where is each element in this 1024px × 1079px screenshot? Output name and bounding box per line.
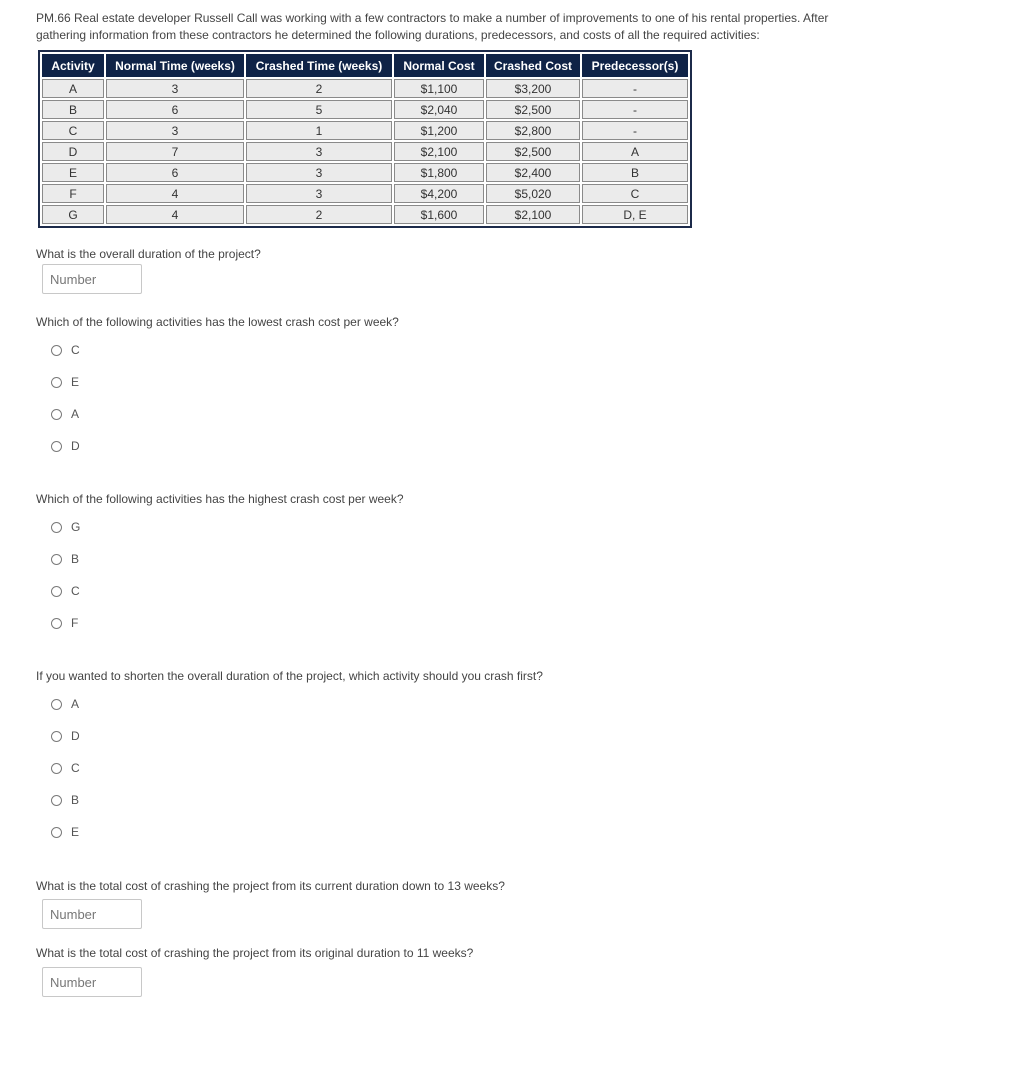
cell-activity: D (42, 142, 104, 161)
cell-crashed-time: 3 (246, 163, 392, 182)
cell-activity: A (42, 79, 104, 98)
cell-crashed-cost: $2,500 (486, 100, 580, 119)
cell-crashed-time: 2 (246, 205, 392, 224)
highest-crash-option-c[interactable] (51, 583, 80, 599)
cell-normal-cost: $1,100 (394, 79, 484, 98)
cell-crashed-cost: $2,800 (486, 121, 580, 140)
option-label: C (71, 761, 80, 775)
header-normal-cost: Normal Cost (394, 54, 484, 77)
radio-icon[interactable] (51, 554, 62, 565)
cell-normal-time: 7 (106, 142, 244, 161)
header-predecessors: Predecessor(s) (582, 54, 688, 77)
cell-crashed-cost: $2,100 (486, 205, 580, 224)
highest-crash-option-g[interactable] (51, 519, 80, 535)
radio-icon[interactable] (51, 618, 62, 629)
highest-crash-option-b[interactable] (51, 551, 79, 567)
option-label: B (71, 552, 80, 566)
option-label: F (71, 616, 79, 630)
radio-icon[interactable] (51, 827, 62, 838)
cell-activity: C (42, 121, 104, 140)
cell-predecessors: - (582, 79, 688, 98)
cell-normal-time: 4 (106, 184, 244, 203)
radio-icon[interactable] (51, 763, 62, 774)
cell-predecessors: A (582, 142, 688, 161)
cell-activity: G (42, 205, 104, 224)
cell-normal-time: 6 (106, 100, 244, 119)
question-crash-first: If you wanted to shorten the overall duration of the project, which activity should you crash first? (36, 669, 543, 683)
radio-icon[interactable] (51, 699, 62, 710)
activity-table (38, 50, 692, 228)
radio-icon[interactable] (51, 441, 62, 452)
cell-normal-time: 3 (106, 79, 244, 98)
crash-cost-13-weeks-input[interactable] (42, 899, 142, 929)
cell-crashed-cost: $2,500 (486, 142, 580, 161)
table-row (42, 121, 688, 140)
cell-crashed-time: 3 (246, 184, 392, 203)
cell-normal-cost: $1,800 (394, 163, 484, 182)
header-crashed-cost: Crashed Cost (486, 54, 580, 77)
radio-icon[interactable] (51, 345, 62, 356)
problem-intro: PM.66 Real estate developer Russell Call was working with a few contractors to make a number of improvements to one of his rental properties. After gathering information from these contractors he determined the following durations, predecessors, and costs of all the required activities: (36, 11, 829, 42)
cell-activity: E (42, 163, 104, 182)
cell-normal-cost: $1,600 (394, 205, 484, 224)
header-normal-time: Normal Time (weeks) (106, 54, 244, 77)
crash-first-option-b[interactable] (51, 792, 79, 808)
table-header-row (42, 54, 688, 77)
cell-normal-cost: $2,040 (394, 100, 484, 119)
lowest-crash-option-c[interactable] (51, 342, 80, 358)
cell-activity: B (42, 100, 104, 119)
cell-normal-cost: $1,200 (394, 121, 484, 140)
lowest-crash-option-a[interactable] (51, 406, 79, 422)
table-row (42, 184, 688, 203)
activity-data-table (40, 52, 690, 226)
table-row (42, 79, 688, 98)
project-duration-input[interactable] (42, 264, 142, 294)
cell-crashed-time: 3 (246, 142, 392, 161)
option-label: A (71, 407, 80, 421)
crash-first-option-c[interactable] (51, 760, 80, 776)
option-label: E (71, 375, 80, 389)
question-crash-cost-11-weeks: What is the total cost of crashing the project from its original duration to 11 weeks? (36, 946, 474, 960)
radio-icon[interactable] (51, 377, 62, 388)
header-activity: Activity (42, 54, 104, 77)
table-row (42, 163, 688, 182)
radio-icon[interactable] (51, 731, 62, 742)
lowest-crash-option-e[interactable] (51, 374, 79, 390)
option-label: C (71, 343, 80, 357)
cell-crashed-time: 2 (246, 79, 392, 98)
question-highest-crash-cost: Which of the following activities has the highest crash cost per week? (36, 492, 404, 506)
cell-normal-cost: $2,100 (394, 142, 484, 161)
cell-predecessors: - (582, 121, 688, 140)
table-row (42, 142, 688, 161)
option-label: E (71, 825, 80, 839)
option-label: D (71, 439, 80, 453)
crash-first-option-d[interactable] (51, 728, 80, 744)
crash-first-option-e[interactable] (51, 824, 79, 840)
option-label: G (71, 520, 81, 534)
crash-first-option-a[interactable] (51, 696, 79, 712)
table-row (42, 205, 688, 224)
cell-crashed-time: 1 (246, 121, 392, 140)
option-label: C (71, 584, 80, 598)
cell-normal-time: 4 (106, 205, 244, 224)
cell-crashed-cost: $3,200 (486, 79, 580, 98)
cell-normal-time: 6 (106, 163, 244, 182)
cell-predecessors: B (582, 163, 688, 182)
cell-crashed-time: 5 (246, 100, 392, 119)
cell-normal-time: 3 (106, 121, 244, 140)
radio-icon[interactable] (51, 522, 62, 533)
radio-icon[interactable] (51, 795, 62, 806)
cell-normal-cost: $4,200 (394, 184, 484, 203)
lowest-crash-option-d[interactable] (51, 438, 80, 454)
crash-cost-11-weeks-input[interactable] (42, 967, 142, 997)
question-project-duration: What is the overall duration of the project? (36, 247, 261, 261)
option-label: D (71, 729, 80, 743)
cell-crashed-cost: $5,020 (486, 184, 580, 203)
table-row (42, 100, 688, 119)
radio-icon[interactable] (51, 409, 62, 420)
cell-predecessors: C (582, 184, 688, 203)
cell-crashed-cost: $2,400 (486, 163, 580, 182)
header-crashed-time: Crashed Time (weeks) (246, 54, 392, 77)
highest-crash-option-f[interactable] (51, 615, 78, 631)
radio-icon[interactable] (51, 586, 62, 597)
question-lowest-crash-cost: Which of the following activities has the lowest crash cost per week? (36, 315, 399, 329)
question-crash-cost-13-weeks: What is the total cost of crashing the project from its current duration down to 13 weeks? (36, 879, 505, 893)
cell-activity: F (42, 184, 104, 203)
option-label: B (71, 793, 80, 807)
cell-predecessors: - (582, 100, 688, 119)
cell-predecessors: D, E (582, 205, 688, 224)
option-label: A (71, 697, 80, 711)
